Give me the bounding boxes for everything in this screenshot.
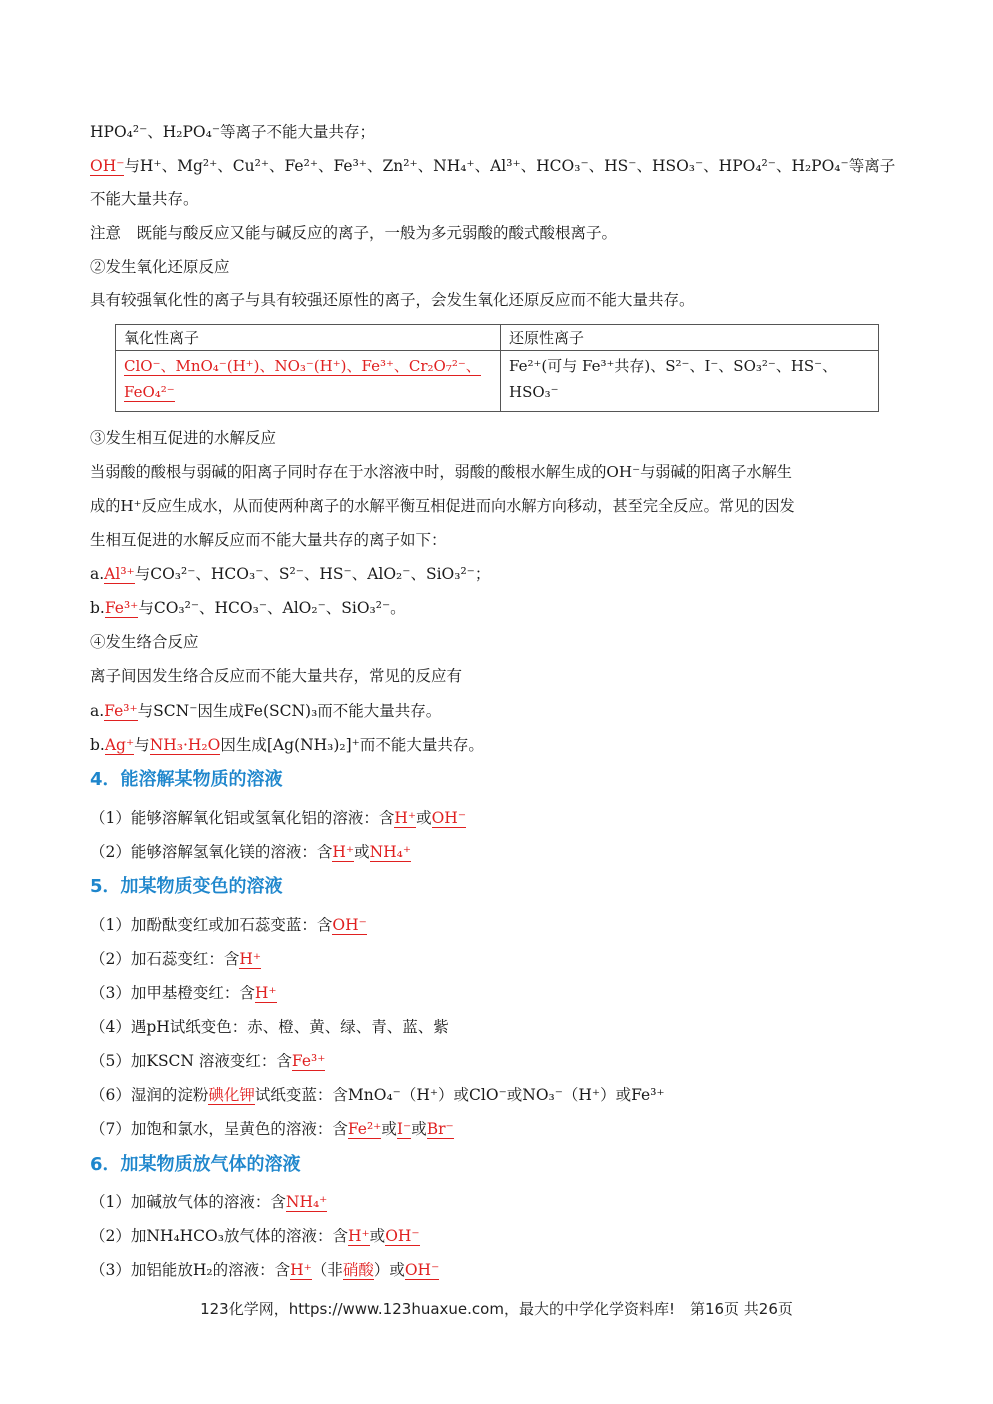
answer-ion: OH⁻ [431,809,466,827]
answer-word: 硝酸 [342,1261,374,1279]
text-line [90,564,490,584]
item-marker: a. [90,565,105,583]
subheading: ③发生相互促进的水解反应 [90,429,277,447]
subheading: ②发生氧化还原反应 [90,258,230,276]
answer-ion: H⁺ [290,1261,312,1279]
list-item [90,808,466,828]
text-span: 或 [381,1120,397,1138]
text-span: 与 [134,736,150,754]
answer-word: 碘化钾 [208,1086,255,1104]
text-span: 与H⁺、Mg²⁺、Cu²⁺、Fe²⁺、Fe³⁺、Zn²⁺、NH₄⁺、Al³⁺、HCO₃⁻、HS⁻、HSO₃⁻、HPO₄²⁻、H₂PO₄⁻等离子 [124,157,896,175]
answer-ion: OH⁻ [385,1227,420,1245]
answer-ion: I⁻ [396,1120,412,1138]
section-heading-6: 6．加某物质放气体的溶液 [90,1154,301,1175]
table-cell-oxidizing [116,351,501,412]
item-marker: a. [90,702,105,720]
text-line: 当弱酸的酸根与弱碱的阳离子同时存在于水溶液中时，弱酸的酸根水解生成的OH⁻与弱碱的阳离子水解生 [90,463,792,481]
answer-ion: H⁺ [239,950,262,968]
text-span: （5）加KSCN 溶液变红：含 [90,1052,292,1070]
text-span: 或 [416,809,432,827]
redox-ion-table [115,324,879,412]
note-line: 注意 既能与酸反应又能与碱反应的离子，一般为多元弱酸的酸式酸根离子。 [90,224,618,242]
text-line [90,598,406,618]
text-span: （3）加甲基橙变红：含 [90,984,255,1002]
text-span: 因生成[Ag(NH₃)₂]⁺而不能大量共存。 [220,736,484,754]
text-line: 离子间因发生络合反应而不能大量共存，常见的反应有 [90,667,463,685]
answer-ion: H⁺ [347,1227,370,1245]
table-cell-reducing: Fe²⁺(可与 Fe³⁺共存)、S²⁻、I⁻、SO₃²⁻、HS⁻、HSO₃⁻ [501,351,879,412]
answer-ion: H⁺ [332,843,355,861]
text-span: 或 [369,1227,386,1245]
text-span: （1）加碱放气体的溶液：含 [90,1193,286,1211]
answer-ion: Br⁻ [426,1120,454,1138]
list-item [90,1119,454,1139]
text-span: 与SCN⁻因生成Fe(SCN)₃而不能大量共存。 [137,702,442,720]
list-item [90,1051,325,1071]
answer-ion: OH⁻ [90,157,125,175]
text-line: 具有较强氧化性的离子与具有较强还原性的离子，会发生氧化还原反应而不能大量共存。 [90,291,695,309]
text-line [90,156,895,176]
answer-ion: Al³⁺ [104,565,135,583]
subheading: ④发生络合反应 [90,633,199,651]
answer-ion: H⁺ [394,809,417,827]
text-span: （6）湿润的淀粉 [90,1086,209,1104]
list-item [90,842,411,862]
text-line: 不能大量共存。 [90,190,199,208]
answer-ion: Fe²⁺ [347,1120,382,1138]
text-span: 或 [354,843,370,861]
page-footer: 123化学网，https://www.123huaxue.com，最大的中学化学资料库! 第16页 共26页 [200,1300,793,1318]
list-item [90,1192,327,1212]
list-item [90,1085,665,1105]
text-span: （2）加NH₄HCO₃放气体的溶液：含 [90,1227,348,1245]
list-item [90,915,367,935]
text-span: ）或 [373,1261,405,1279]
text-span: （3）加铝能放H₂的溶液：含 [90,1261,291,1279]
text-line: HPO₄²⁻、H₂PO₄⁻等离子不能大量共存； [90,123,376,141]
item-marker: b. [90,599,105,617]
answer-ion: Fe³⁺ [291,1052,326,1070]
answer-ion: NH₃·H₂O [149,736,221,754]
list-item [90,1226,420,1246]
text-line [90,701,441,721]
text-line: 生相互促进的水解反应而不能大量共存的离子如下： [90,531,447,549]
answer-ion: NH₄⁺ [369,843,412,861]
text-span: （非 [311,1261,343,1279]
answer-ion: Ag⁺ [104,736,135,754]
table-header-oxidizing: 氧化性离子 [116,325,501,351]
table-header-reducing: 还原性离子 [501,325,879,351]
answer-ion: Fe³⁺ [104,599,139,617]
list-item [90,949,261,969]
text-span: （2）能够溶解氢氧化镁的溶液：含 [90,843,333,861]
text-span: 与CO₃²⁻、HCO₃⁻、S²⁻、HS⁻、AlO₂⁻、SiO₃²⁻； [134,565,491,583]
text-span: 与CO₃²⁻、HCO₃⁻、AlO₂⁻、SiO₃²⁻。 [138,599,406,617]
answer-ion: H⁺ [254,984,277,1002]
item-marker: b. [90,736,105,754]
text-line: 成的H⁺反应生成水，从而使两种离子的水解平衡互相促进而向水解方向移动，甚至完全反应。常见的因发 [90,497,795,515]
text-span: 或 [411,1120,427,1138]
list-item [90,983,277,1003]
answer-ions: ClO⁻、MnO₄⁻(H⁺)、NO₃⁻(H⁺)、Fe³⁺、Cr₂O₇²⁻、FeO₄²⁻ [124,357,481,401]
answer-ion: NH₄⁺ [285,1193,328,1211]
answer-ion: Fe³⁺ [104,702,138,720]
section-heading-4: 4．能溶解某物质的溶液 [90,769,283,790]
list-item [90,1260,439,1280]
list-item: （4）遇pH试纸变色：赤、橙、黄、绿、青、蓝、紫 [90,1018,449,1036]
text-span: （7）加饱和氯水，呈黄色的溶液：含 [90,1120,348,1138]
text-line [90,735,484,755]
text-span: （2）加石蕊变红：含 [90,950,240,968]
text-span: （1）能够溶解氧化铝或氢氧化铝的溶液：含 [90,809,395,827]
section-heading-5: 5．加某物质变色的溶液 [90,876,283,897]
answer-ion: OH⁻ [404,1261,440,1279]
text-span: （1）加酚酞变红或加石蕊变蓝：含 [90,916,333,934]
answer-ion: OH⁻ [332,916,367,934]
text-span: 试纸变蓝：含MnO₄⁻（H⁺）或ClO⁻或NO₃⁻（H⁺）或Fe³⁺ [254,1086,665,1104]
